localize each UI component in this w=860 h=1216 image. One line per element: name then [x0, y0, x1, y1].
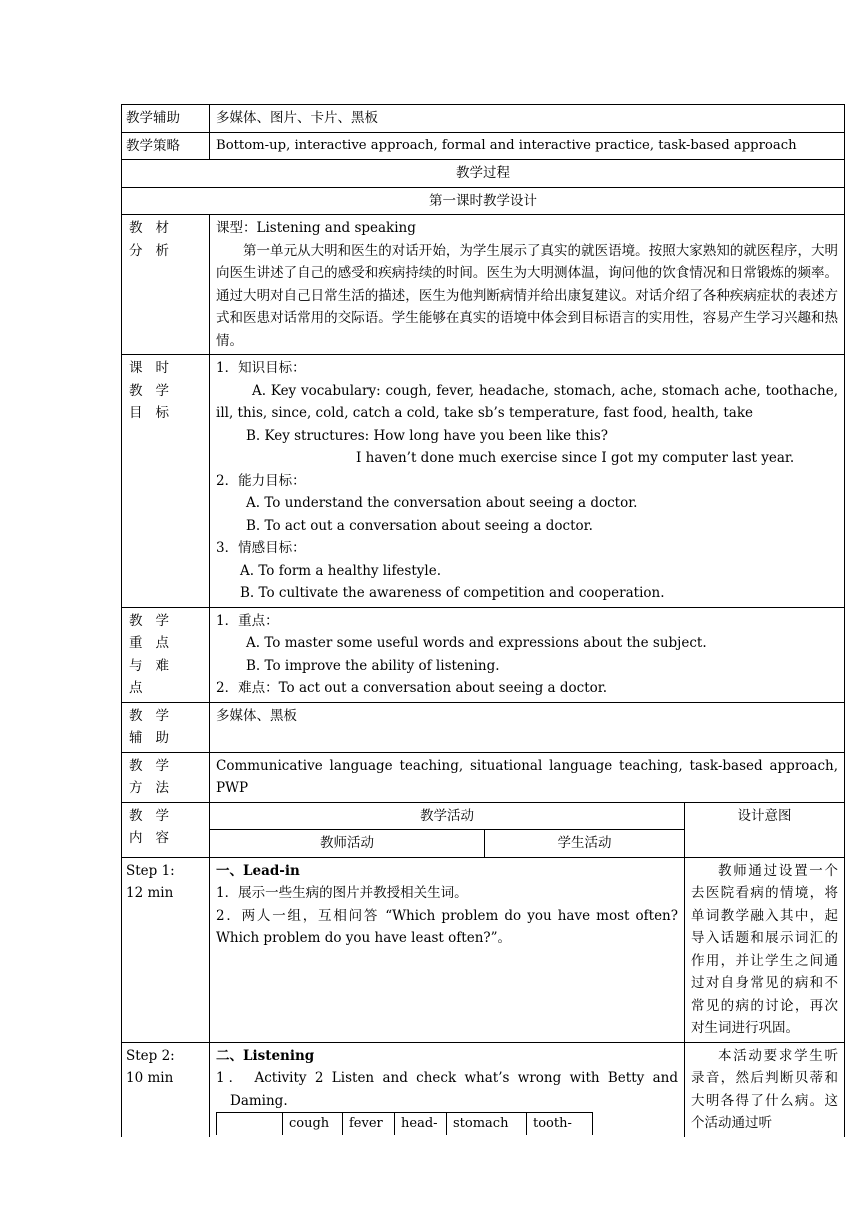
step2-time-cell	[122, 1042, 210, 1137]
aids-row	[122, 702, 845, 752]
aids-label	[122, 702, 210, 752]
step2-time: 10 min	[126, 1070, 174, 1086]
symptom-header-row	[217, 1113, 593, 1136]
step1-activities	[210, 857, 685, 1042]
emotion-b: B. To cultivate the awareness of competition and cooperation.	[240, 585, 665, 601]
key-title: 1．重点：	[216, 612, 279, 629]
objectives-label	[122, 355, 210, 608]
lesson-plan-table	[121, 104, 838, 1137]
strategy-label: 教学策略	[122, 132, 210, 160]
step1-title-prefix: 一、	[216, 862, 243, 879]
ability-title: 2．能力目标：	[216, 472, 306, 489]
key-structures-2: I haven’t done much exercise since I got my computer last year.	[356, 450, 795, 466]
symptom-header-fever: fever	[343, 1113, 395, 1136]
step2-title-text: Listening	[243, 1047, 315, 1064]
material-paragraph: 第一单元从大明和医生的对话开始，为学生展示了真实的就医语境。按照大家熟知的就医程序，大明向医生讲述了自己的感受和疾病持续的时间。医生为大明测体温，询问他的饮食情况和日常锻炼的频率。通过大明对自己日常生活的描述，医生为他判断病情并给出康复建议。对话介绍了各种疾病症状的表述方式和医患对话常用的交际语。学生能够在真实的语境中体会到目标语言的实用性，容易产生学习兴趣和热情。	[216, 242, 838, 349]
symptom-table	[216, 1112, 593, 1135]
content-label-text: 教学内容	[129, 807, 169, 846]
methods-label-text: 教学方法	[129, 757, 169, 796]
step1-step: Step 1:	[126, 862, 175, 879]
methods-value: Communicative language teaching, situational language teaching, task-based approach, PWP	[210, 752, 845, 802]
activities-heading: 教学活动	[210, 802, 685, 830]
symptom-header-stomach: stomach	[447, 1113, 527, 1136]
aids-top-value: 多媒体、图片、卡片、黑板	[210, 105, 845, 133]
key-points-row	[122, 607, 845, 702]
material-label	[122, 215, 210, 355]
key-points-label-text: 教学重点与难点	[129, 612, 169, 696]
material-content	[210, 215, 845, 355]
objectives-label-text: 课时教学目标	[129, 360, 169, 421]
key-structures-1: B. Key structures: How long have you been like this?	[246, 427, 609, 444]
aids-value: 多媒体、黑板	[210, 702, 845, 752]
process-heading-row	[122, 160, 845, 188]
knowledge-title: 1．知识目标：	[216, 360, 306, 376]
key-a: A. To master some useful words and expressions about the subject.	[246, 635, 707, 651]
step1-intent: 教师通过设置一个去医院看病的情境，将单词教学融入其中，起导入话题和展示词汇的作用，并让学生之间通过对自身常见的病和不常见的病的讨论，再次对生词进行巩固。	[685, 857, 845, 1042]
step1-line2: 2．两人一组，互相问答 “Which problem do you have most often? Which problem do you have least often?”。	[216, 907, 678, 946]
symptom-header-headache: head-	[395, 1113, 447, 1136]
student-heading: 学生活动	[485, 830, 685, 858]
ability-b: B. To act out a conversation about seeing a doctor.	[246, 517, 593, 534]
step2-title-prefix: 二、	[216, 1047, 243, 1064]
ability-a: A. To understand the conversation about seeing a doctor.	[246, 495, 638, 511]
step2-row	[122, 1042, 845, 1137]
step1-title	[216, 860, 678, 883]
teacher-heading: 教师活动	[210, 830, 485, 858]
step1-title-text: Lead-in	[243, 862, 300, 879]
material-row	[122, 215, 845, 355]
step1-line1: 1．展示一些生病的图片并教授相关生词。	[216, 885, 468, 901]
aids-top-row	[122, 105, 845, 133]
step2-line1: 1． Activity 2 Listen and check what’s wrong with Betty and Daming.	[216, 1070, 678, 1109]
difficulty: 2．难点：To act out a conversation about seeing a doctor.	[216, 680, 608, 696]
methods-label	[122, 752, 210, 802]
key-points-label	[122, 607, 210, 702]
key-points-content	[210, 607, 845, 702]
symptom-header-cough: cough	[283, 1113, 343, 1136]
step2-intent: 本活动要求学生听录音，然后判断贝蒂和大明各得了什么病。这个活动通过听	[685, 1042, 845, 1137]
key-vocabulary: A. Key vocabulary: cough, fever, headache, stomach, ache, stomach ache, toothache, ill, this, since, cold, catch a cold, take sb’s temperature, fast food, health, take	[216, 382, 838, 421]
step2-activities	[210, 1042, 685, 1137]
symptom-header-toothache: tooth-	[527, 1113, 593, 1136]
lesson-heading-row	[122, 187, 845, 215]
lesson-heading: 第一课时教学设计	[122, 187, 845, 215]
key-b: B. To improve the ability of listening.	[246, 657, 500, 674]
emotion-a: A. To form a healthy lifestyle.	[240, 562, 442, 579]
step1-time: 12 min	[126, 885, 174, 901]
aids-label-text: 教学辅助	[129, 707, 169, 746]
step1-row	[122, 857, 845, 1042]
step1-time-cell	[122, 857, 210, 1042]
material-label-text: 教材分析	[129, 220, 169, 259]
intent-heading: 设计意图	[685, 802, 845, 857]
objectives-content	[210, 355, 845, 608]
emotion-title: 3．情感目标：	[216, 540, 306, 556]
content-label	[122, 802, 210, 857]
lesson-type: 课型：Listening and speaking	[216, 220, 416, 236]
symptom-header-blank	[217, 1113, 283, 1136]
process-heading: 教学过程	[122, 160, 845, 188]
step2-title	[216, 1045, 678, 1068]
step2-step: Step 2:	[126, 1047, 175, 1064]
objectives-row	[122, 355, 845, 608]
activity-header-row	[122, 802, 845, 830]
methods-row	[122, 752, 845, 802]
strategy-row	[122, 132, 845, 160]
aids-top-label: 教学辅助	[122, 105, 210, 133]
strategy-value: Bottom-up, interactive approach, formal and interactive practice, task-based approach	[210, 132, 845, 160]
